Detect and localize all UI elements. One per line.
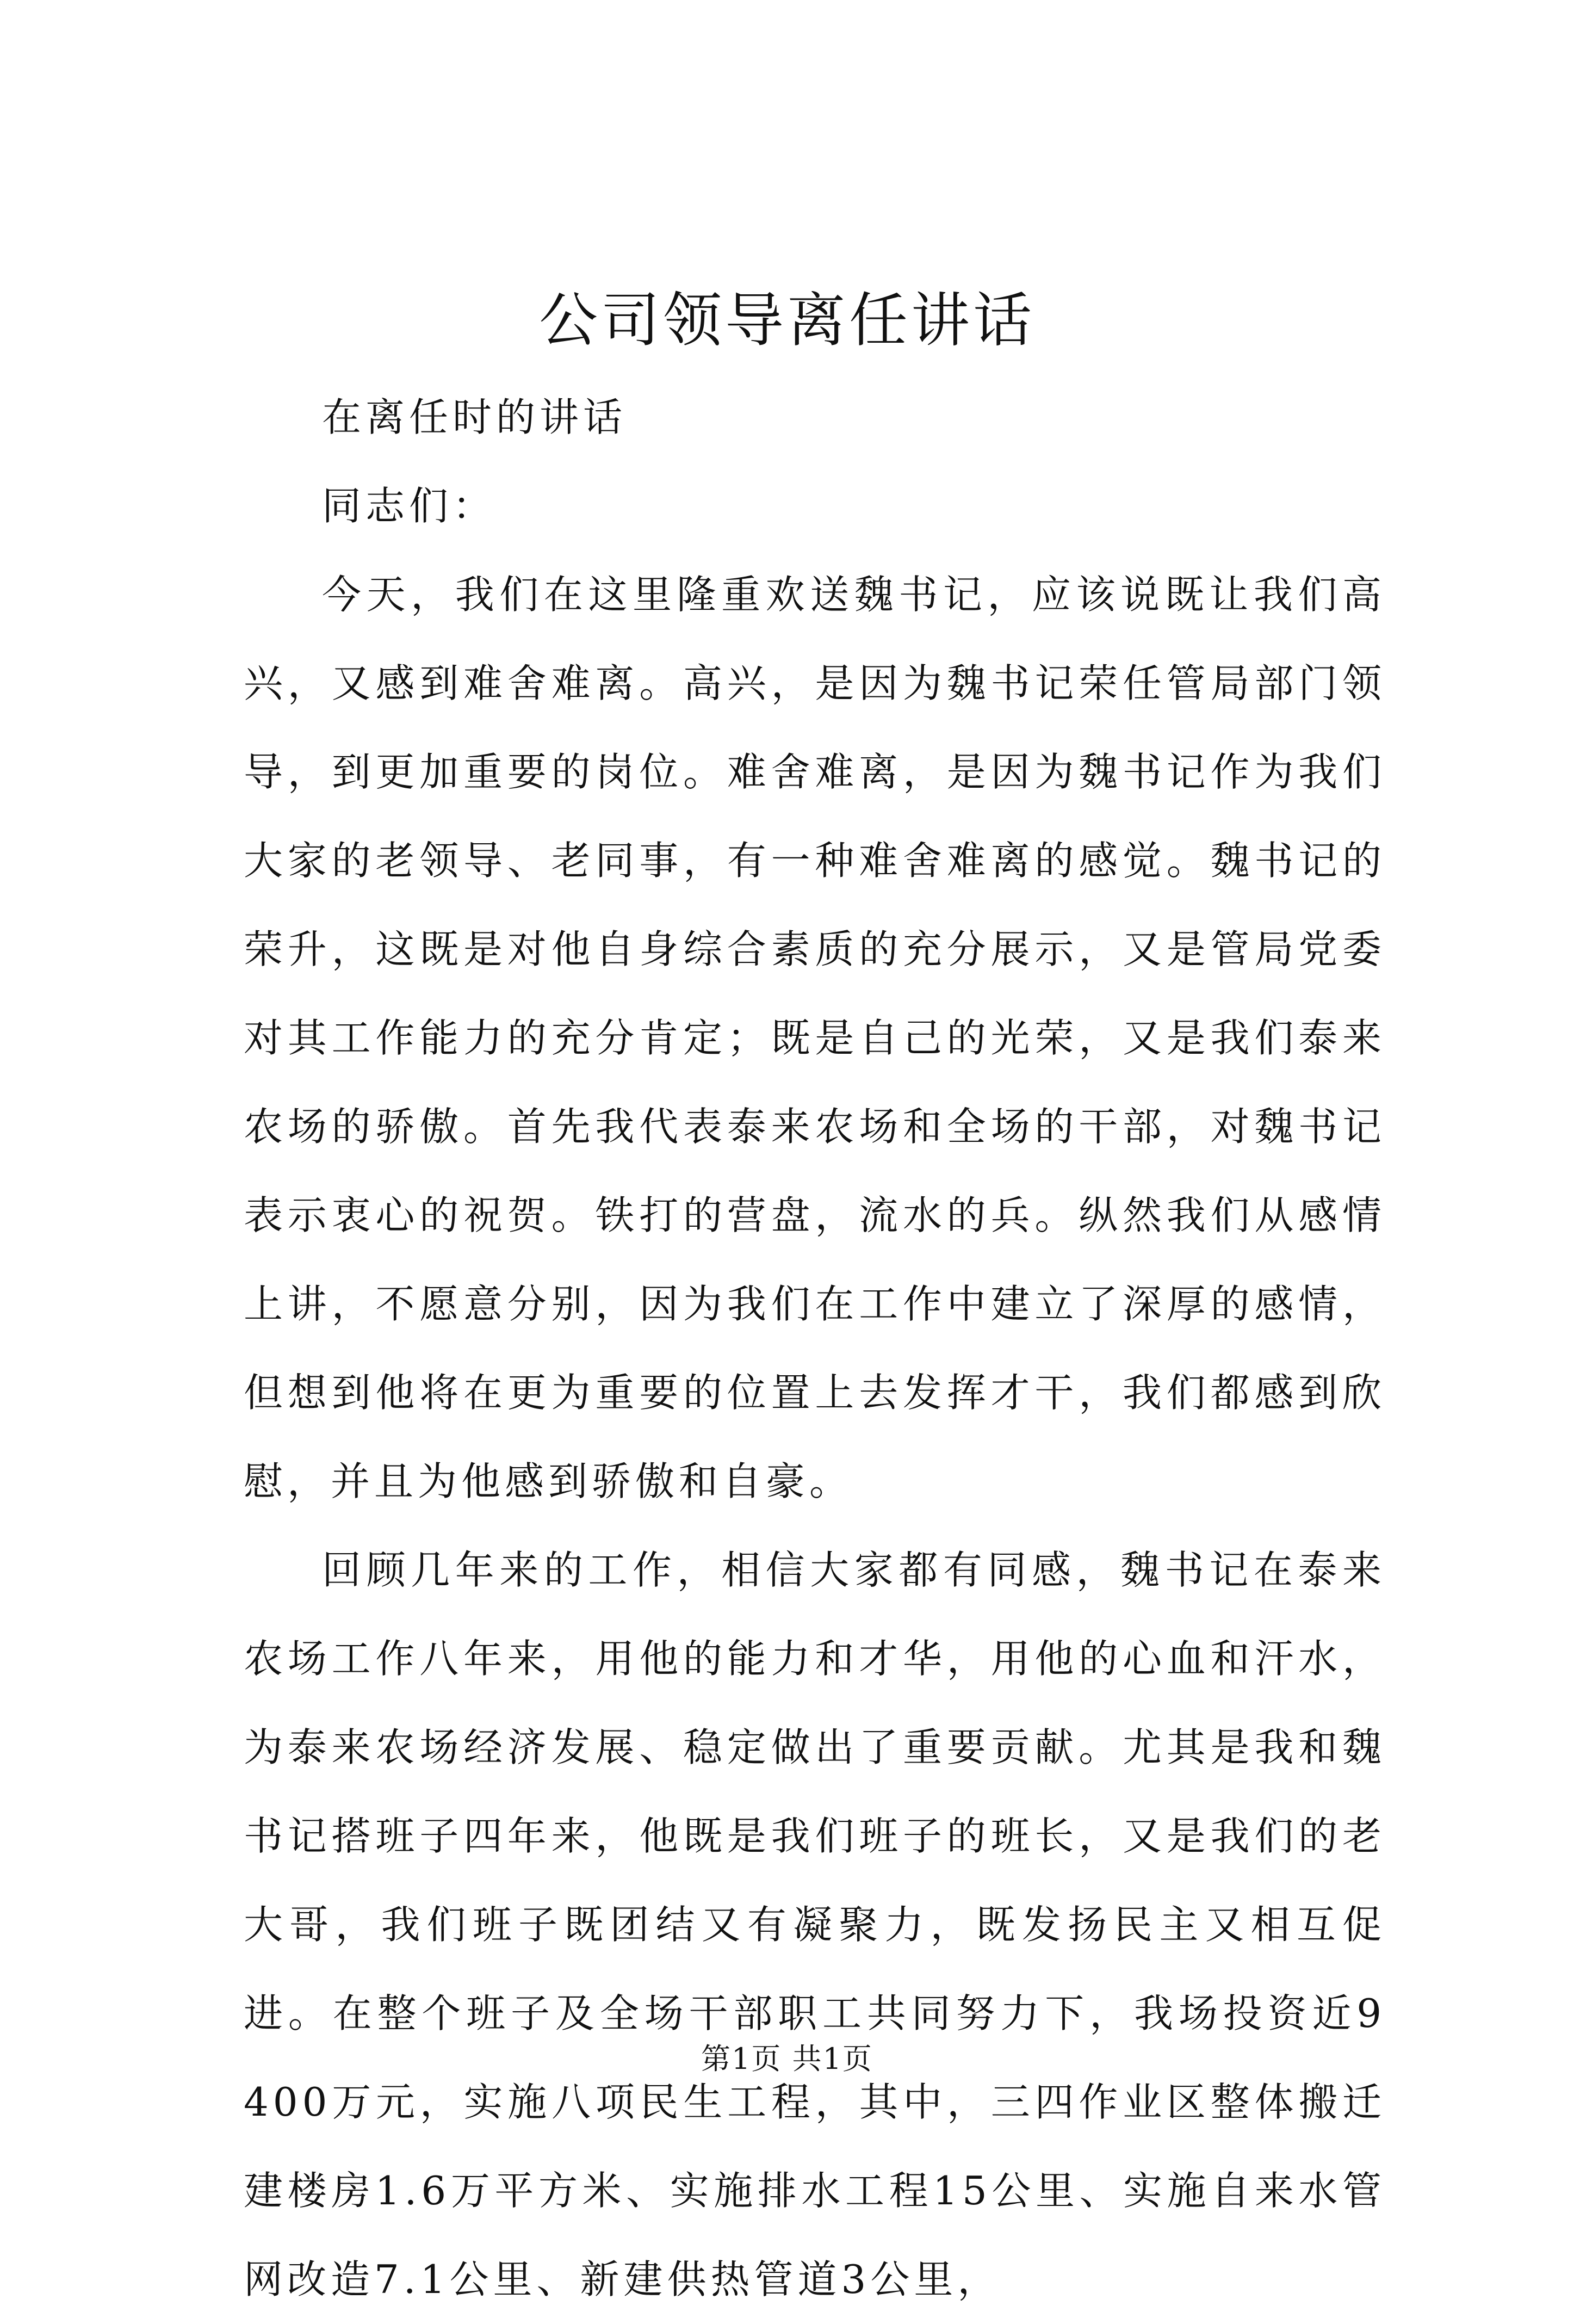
document-body [244, 373, 1386, 2324]
body-paragraph: 今天，我们在这里隆重欢送魏书记，应该说既让我们高兴，又感到难舍难离。高兴，是因为魏书记荣任管局部门领导，到更加重要的岗位。难舍难离，是因为魏书记作为我们大家的老领导、老同事，有一种难舍难离的感觉。魏书记的荣升，这既是对他自身综合素质的充分展示，又是管局党委对其工作能力的充分肯定；既是自己的光荣，又是我们泰来农场的骄傲。首先我代表泰来农场和全场的干部，对魏书记表示衷心的祝贺。铁打的营盘，流水的兵。纵然我们从感情上讲，不愿意分别，因为我们在工作中建立了深厚的感情，但想到他将在更为重要的位置上去发挥才干，我们都感到欣慰，并且为他感到骄傲和自豪。 [244, 572, 1386, 1504]
body-paragraph: 回顾几年来的工作，相信大家都有同感，魏书记在泰来农场工作八年来，用他的能力和才华，用他的心血和汗水，为泰来农场经济发展、稳定做出了重要贡献。尤其是我和魏书记搭班子四年来，他既是我们班子的班长，又是我们的老大哥，我们班子既团结又有凝聚力，既发扬民主又相互促进。在整个班子及全场干部职工共同努力下，我场投资近9400万元，实施八项民生工程，其中，三四作业区整体搬迁建楼房1.6万平方米、实施排水工程15公里、实施自来水管网改造7.1公里、新建供热管道3公里， [244, 1547, 1386, 2302]
document-title: 公司领导离任讲话 [538, 287, 1035, 355]
page-number-footer: 第1页 共1页 [701, 2042, 873, 2076]
body-paragraph: 同志们： [322, 483, 497, 529]
body-paragraph: 在离任时的讲话 [322, 394, 627, 440]
